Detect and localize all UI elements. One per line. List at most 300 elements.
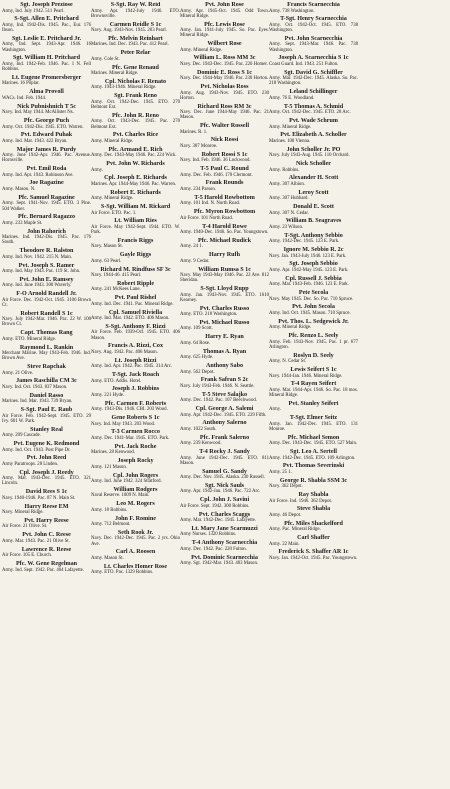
- roster-entry: [180, 306, 269, 318]
- entry-name: Frank Safran S 2c: [200, 377, 249, 384]
- roster-entry: [2, 364, 91, 376]
- entry-detail: Army. Mar. 1943-Feb. 1946. 123 E. Park.: [269, 282, 349, 288]
- roster-entry: [91, 324, 180, 341]
- entry-detail: Army. Mar. 1943. Pac. 21 Olive St.: [2, 538, 70, 544]
- entry-name: Alexander H. Scott: [288, 175, 339, 182]
- entry-detail: Army. Cole St.: [91, 56, 120, 62]
- roster-entry: [269, 36, 358, 53]
- roster-entry: [91, 36, 180, 48]
- entry-detail: Army. ETO. Mineral Ridge.: [2, 336, 56, 342]
- entry-name: T-4 Harold Rowe: [202, 223, 247, 230]
- entry-detail: Army. Mar. 1943-Dec. 1945. ETO. 321 Lincoln.: [2, 476, 91, 487]
- entry-name: John Rahorich: [27, 228, 66, 235]
- entry-detail: Army. Dec. Nov. 1945. Alaska. 230 Russell.: [180, 475, 265, 481]
- roster-entry: [180, 406, 269, 418]
- entry-name: Gene Roberts S 1c: [111, 415, 160, 422]
- entry-detail: Army. 46 Depot.: [269, 512, 302, 518]
- roster-entry: [180, 2, 269, 19]
- entry-detail: Army. Jan. 1941-July 1945. So. Pac. Eyes. Mineral Ridge.: [180, 28, 269, 39]
- roster-entry: [2, 393, 91, 405]
- roster-entry: [91, 2, 180, 19]
- entry-name: T-5 Steve Salajko: [201, 391, 248, 398]
- entry-name: T-4 Rocky J. Sandy: [199, 449, 250, 455]
- roster-entry: [91, 295, 180, 307]
- entry-detail: Army. 121 Mason.: [91, 464, 127, 470]
- entry-name: T-Sgt. Henry Scarnecchia: [280, 16, 347, 23]
- entry-name: Nick Pubnishnich T 5c: [17, 103, 76, 110]
- entry-name: Lewis Seifert S 1c: [290, 366, 337, 373]
- entry-name: Pfc. Frank Salerno: [199, 434, 250, 441]
- entry-detail: Army. 239 Kenwood.: [180, 441, 222, 447]
- entry-detail: Marines. R. 1.: [180, 129, 208, 135]
- entry-detail: Army. Ind. Apr. 1943. Robinson Ave.: [2, 172, 74, 178]
- entry-name: Raymond L. Rankin: [19, 344, 74, 351]
- entry-detail: Army.: [91, 167, 104, 173]
- roster-entry: [2, 2, 91, 14]
- entry-detail: Army. 24 1.: [180, 244, 203, 250]
- entry-name: Frank Rounds: [205, 180, 244, 187]
- entry-detail: Navy. Dec. 1942-Dec. 1945. Pac. 2 yrs. Ohio Ave.: [91, 536, 180, 547]
- roster-entry: [91, 65, 180, 77]
- roster-entry: [91, 501, 180, 513]
- roster-entry: [91, 238, 180, 250]
- entry-name: T-4 Anthony Scarnecchia: [191, 540, 258, 547]
- roster-entry: [2, 166, 91, 178]
- entry-name: Pfc. Samuel Ragazine: [18, 194, 75, 201]
- entry-name: Pfc. W. Gene Regelman: [15, 560, 78, 567]
- entry-detail: Army. 307 Hubbard.: [269, 196, 309, 202]
- roster-entry: [91, 252, 180, 264]
- entry-name: Pvt. Edward Puhak: [20, 132, 73, 139]
- entry-name: Ray Shabla: [298, 492, 329, 499]
- entry-name: Pfc. Carmen F. Roberts: [104, 400, 167, 407]
- roster-entry: [180, 320, 269, 332]
- entry-detail: Army. Ind. June 1942. 324 Stratford.: [91, 479, 162, 485]
- entry-name: Ignore M. Sebbio R. 2c: [283, 247, 344, 254]
- entry-name: Pfc. Bernard Ragazzo: [17, 214, 76, 221]
- entry-detail: Army. Mineral Ridge.: [91, 138, 134, 144]
- entry-name: George R. Shabla SSM 3c: [279, 477, 348, 484]
- entry-detail: Army. Apr. 1942-Dec. 1945. ETO. 229 Fifth.: [180, 412, 267, 418]
- roster-entry: [180, 41, 269, 53]
- roster-entry: [269, 463, 358, 475]
- entry-name: Pvt. John Rose: [205, 2, 244, 8]
- entry-name: Sgt. Leslie E. Pritchard Jr.: [11, 35, 81, 42]
- roster-entry: [180, 137, 269, 149]
- roster-entry: [269, 55, 358, 67]
- roster-entry: [180, 267, 269, 284]
- roster-entry: [91, 487, 180, 499]
- entry-name: Pfc. Renzo L. Seely: [288, 333, 339, 340]
- entry-detail: Army. 18 Robbins.: [91, 507, 128, 513]
- entry-name: Pfc. Myron Rowbottom: [193, 209, 256, 216]
- roster-entry: [91, 458, 180, 470]
- entry-name: Harry Reese EM: [24, 503, 69, 510]
- entry-detail: Army. Pac. Mineral Ridge.: [269, 527, 321, 533]
- entry-detail: Army. Ind. Mar. 1942. ETO. 406 Mason.: [91, 316, 170, 322]
- entry-detail: Army Nurses. 1320 Robbins.: [180, 532, 237, 538]
- roster-entry: [91, 147, 180, 159]
- entry-name: S-Sgt. Ray W. Reid: [110, 2, 161, 8]
- entry-detail: Marines. 28 Kenwood.: [91, 450, 135, 456]
- entry-detail: Navy. Ind. May 1944. McAllister Ns.: [2, 110, 74, 116]
- roster-entry: [269, 190, 358, 202]
- entry-name: Pvt. Eugene K. Redmond: [13, 441, 80, 447]
- roster-entry: [180, 469, 269, 481]
- entry-detail: Marines. 100 Vienna.: [269, 138, 311, 144]
- entry-name: Pvt. John E. Ramsey: [19, 276, 74, 283]
- entry-name: Cpl. Nicholas F. Renato: [104, 78, 167, 85]
- roster-entry: [269, 89, 358, 101]
- entry-name: Richard M. Rindfuss SF 3c: [100, 266, 171, 273]
- roster-entry: [91, 132, 180, 144]
- entry-name: Harry Rufh: [209, 252, 240, 259]
- entry-name: Cpl. Samuel Riviella: [108, 309, 163, 316]
- entry-detail: Merchant Marine. May 1943-Feb. 1946. Ind. Brown Ave.: [2, 351, 91, 362]
- entry-detail: Navy. Mineral Ridge.: [2, 510, 44, 516]
- entry-detail: Army, Ind. Sept. 1943-Apr. 1946. 16 Washington.: [2, 42, 91, 53]
- entry-name: Pfc. George Puch: [23, 117, 70, 124]
- entry-name: Cpl. Joseph E. Richards: [104, 175, 167, 182]
- entry-name: S-Sgt. Lloyd Rupp: [200, 286, 249, 293]
- roster-entry: [269, 381, 358, 398]
- roster-entry: [91, 386, 180, 398]
- entry-detail: Army. Ind. May 1943. Pac. 119 St. John.: [2, 269, 81, 275]
- roster-entry: [269, 319, 358, 331]
- entry-name: Lt. William Ries: [114, 218, 157, 225]
- entry-name: S-Sgt. Anthony F. Rizzi: [105, 323, 166, 330]
- roster-entry: [180, 152, 269, 164]
- entry-name: Pvt. Elizabeth A. Scholler: [280, 132, 347, 139]
- entry-name: Pfc. Armand E. Rich: [108, 146, 163, 153]
- entry-name: Joseph Rocky: [117, 458, 154, 465]
- roster-entry: [269, 449, 358, 461]
- roster-entry: [269, 435, 358, 447]
- entry-name: John Scholler Jr. PO: [286, 146, 341, 153]
- entry-detail: Army. Ind. June 1943. 300 Waverly.: [2, 283, 72, 289]
- entry-detail: Army. 241 McKees Lane.: [91, 287, 141, 293]
- entry-detail: Army. Dec. 1941-Mar. 1945. ETO. Park.: [91, 436, 170, 442]
- entry-detail: Army. 1022 South.: [180, 426, 217, 432]
- entry-name: Pete Secola: [298, 290, 329, 297]
- entry-name: Anthony Sabo: [205, 362, 244, 369]
- entry-detail: Marines. Ind. Dec. 1943. Pac. 412 Pearl.: [91, 42, 169, 48]
- roster-entry: [2, 345, 91, 362]
- entry-detail: Navy. Dec. 1943-Dec. 1945. Pac. 220 Homer.: [180, 61, 268, 67]
- entry-detail: Army. N. Cedar St.: [269, 359, 306, 365]
- roster-entry: [91, 267, 180, 279]
- entry-detail: Army. Mineral Ridge.: [269, 325, 312, 331]
- entry-name: T-Sgt. Jack Roach: [111, 372, 160, 379]
- roster-entry: [91, 50, 180, 62]
- entry-detail: Army. 22 Main.: [269, 541, 300, 547]
- roster-entry: [2, 407, 91, 424]
- entry-name: Francis Riggs: [117, 237, 154, 244]
- entry-name: Pvt. Charles Rice: [112, 132, 159, 139]
- column-4: [269, 2, 358, 789]
- entry-detail: Navy. May 1943-May 1946. Pac. 22 Ave. 812 Sheridan.: [180, 273, 269, 284]
- entry-detail: Army. 234 Parson.: [180, 187, 216, 193]
- entry-name: Carl Shaffer: [297, 535, 330, 542]
- roster-entry: [91, 343, 180, 355]
- roster-entry: [2, 195, 91, 212]
- roster-entry: [269, 290, 358, 302]
- roster-entry: [269, 118, 358, 130]
- entry-name: Cpl. John Rogers: [112, 472, 159, 479]
- entry-detail: Air Force. May 1942-Sept. 1944. ETO. W. Park.: [91, 224, 180, 236]
- entry-detail: Air Force. 21 Olive. St.: [2, 524, 48, 530]
- entry-name: David Rees S 1c: [25, 489, 68, 496]
- entry-detail: Army. Mar. 1942-Dec. 1945. Lafayette.: [180, 518, 257, 524]
- entry-detail: Army. ETO. Addis. Hotel.: [91, 378, 142, 384]
- entry-detail: Army. Apr. 1945-Oct. 1945. Odd Town. Mineral Ridge.: [180, 8, 269, 19]
- roster-entry: [91, 93, 180, 110]
- entry-detail: Army. Oct. 1943-Dec. 1945. Pac. 270 Belmont Ext.: [91, 119, 180, 130]
- roster-entry: [180, 238, 269, 250]
- entry-name: Cpl. George A. Salemi: [195, 405, 254, 412]
- entry-name: Sgt. Nick Sauls: [204, 482, 245, 489]
- roster-entry: [269, 175, 358, 187]
- entry-name: Pvt. Dominic Scarnecchia: [191, 554, 258, 561]
- entry-detail: Army. Ind. Dec. 1941. Pac. Mineral Ridge.: [91, 301, 174, 307]
- roster-entry: [180, 166, 269, 178]
- entry-name: Joe Ragazine: [29, 180, 64, 187]
- entry-detail: Army. 23 Wilson.: [269, 224, 304, 230]
- entry-name: Lt. Eugene Promersberger: [11, 74, 82, 81]
- entry-detail: Army. Ind. Oct. 1943. Post Pipe Dr.: [2, 447, 71, 453]
- roster-entry: [2, 132, 91, 144]
- roster-entry: [180, 483, 269, 495]
- roster-entry: [269, 549, 358, 561]
- entry-detail: Army. Mar. 1944-Apr. 1946. So. Pac. 18 mos. Mineral Ridge.: [269, 387, 358, 399]
- entry-name: T-5 Thomas A. Schmid: [283, 103, 344, 110]
- entry-detail: Army. 562 Depot.: [180, 369, 215, 375]
- entry-detail: Army. 712 Belmont.: [91, 522, 131, 528]
- entry-detail: Army. Apr. 1942-May 1945. 123 E. Park.: [269, 267, 349, 273]
- entry-name: William Rodgers: [113, 486, 158, 493]
- entry-name: Pvt. John W. Richards: [106, 160, 165, 167]
- roster-entry: [269, 535, 358, 547]
- roster-entry: [91, 564, 180, 576]
- roster-entry: [180, 540, 269, 552]
- roster-entry: [180, 497, 269, 509]
- roster-entry: [180, 363, 269, 375]
- entry-detail: Army. Mason St.: [91, 555, 124, 561]
- roster-entry: [269, 147, 358, 159]
- entry-name: William L. Ross MM 3c: [193, 55, 256, 62]
- entry-detail: Army. Oct. 1942-Dec. 1945. ETO. 28 Arc.: [269, 110, 351, 116]
- entry-name: Pvt. Jack Roche: [114, 443, 157, 450]
- entry-name: Daniel Rasso: [29, 392, 64, 399]
- entry-name: Pvt. Emil Roda: [26, 166, 67, 173]
- roster-entry: [180, 449, 269, 466]
- entry-name: Joseph J. Robbins: [111, 386, 160, 393]
- roster-entry: [2, 427, 91, 439]
- roster-entry: [91, 310, 180, 322]
- roster-entry: [180, 526, 269, 538]
- entry-name: Nick Scholler: [295, 160, 332, 167]
- roster-entry: [180, 195, 269, 207]
- entry-detail: Army, Ind. 1942-Dis. 1945. Pac., Eur. 176 Ibson.: [2, 22, 91, 34]
- roster-entry: [269, 247, 358, 259]
- roster-entry: [180, 123, 269, 135]
- entry-name: Alma Provoll: [29, 89, 64, 96]
- entry-detail: Navy. July 1943-Aug. 1945. 110 Orchard.: [269, 153, 350, 159]
- entry-detail: Army. 307 Albion.: [269, 181, 305, 187]
- entry-detail: Naval Reserve. 1009 N. Main.: [91, 493, 150, 499]
- entry-name: Pvt. Joseph S. Ramer: [18, 262, 75, 269]
- entry-detail: Army. 307 N. Cedar.: [269, 210, 309, 216]
- entry-detail: Air Force. Sept. 1942. 300 Robbins.: [180, 503, 250, 509]
- entry-detail: Army. 221 Hyde.: [91, 393, 125, 399]
- entry-name: Francis Scarnecchia: [287, 2, 340, 8]
- entry-name: Robert Ripple: [116, 280, 155, 287]
- entry-name: Major James R. Purdy: [16, 146, 77, 153]
- roster-entry: [91, 516, 180, 528]
- entry-name: Pvt. John Reed: [26, 455, 67, 462]
- entry-name: T-5 Harold Rowbottom: [194, 194, 255, 201]
- entry-name: Donald E. Scott: [293, 203, 334, 210]
- entry-name: Pvt. John Scarnecchia: [284, 35, 343, 42]
- roster-entry: [91, 113, 180, 130]
- entry-detail: Army, Ind. 1942-Feb. 1946. Pac. 1 N. Fell Robbins.: [2, 61, 91, 73]
- entry-name: Pvt. John Secola: [292, 304, 335, 311]
- roster-entry: [180, 55, 269, 67]
- roster-entry: [180, 180, 269, 192]
- entry-detail: Navy. 1940-1946. Pac. 87 N. Main St.: [2, 495, 76, 501]
- entry-name: Harry E. Ryan: [205, 334, 244, 341]
- roster-entry: [2, 229, 91, 246]
- entry-detail: Army. 233 Maple St.: [2, 220, 43, 226]
- roster-entry: [269, 276, 358, 288]
- entry-name: Pvt. Charles Russo: [199, 305, 250, 312]
- entry-name: Leroy Scott: [298, 189, 329, 196]
- roster-entry: [91, 79, 180, 91]
- roster-entry: [2, 532, 91, 544]
- entry-detail: Air Force. Feb. 1939-Oct. 1945. ETO. 406 Mason.: [91, 330, 180, 341]
- entry-name: Samuel G. Sandy: [202, 468, 247, 475]
- entry-detail: Navy. Ind. May 1943. 203 Wood.: [91, 421, 156, 427]
- roster-entry: [269, 16, 358, 33]
- entry-name: Theodore R. Ralston: [19, 248, 74, 255]
- roster-entry: [91, 281, 180, 293]
- entry-name: Pvt. Stanley Seifert: [288, 400, 339, 407]
- entry-detail: Navy. Jan. 1943-July 1946. 123 E. Park.: [269, 253, 347, 259]
- entry-name: Seth Rook Jr.: [117, 529, 154, 536]
- entry-name: Stanley Real: [30, 426, 63, 433]
- entry-detail: Navy. Ind. Oct. 1943. 837 Mason.: [2, 385, 68, 391]
- roster-entry: [269, 70, 358, 87]
- entry-name: S-Sgt. Paul E. Raub: [20, 407, 73, 414]
- entry-detail: Navy. July 1942-Mar. 1946. Pac. 22 W. 100 Brown Ct.: [2, 317, 91, 328]
- entry-detail: Army. Oct. 1942-Oct. 1945. ETO. 738 Washington.: [269, 22, 358, 34]
- entry-name: Pfc. Walter Rossell: [199, 123, 250, 130]
- entry-detail: Army. June 1942-Apr. 1946. Pac. Avenue. Hornsville.: [2, 153, 91, 164]
- entry-detail: Air Force. Feb. 1942-Sept. 1945. ETO. 29 Ivy. 601 W. Park.: [2, 413, 91, 424]
- entry-name: Gayle Riggs: [119, 252, 152, 259]
- entry-name: Pvt. Wade Schrum: [289, 117, 338, 124]
- roster-entry: [91, 372, 180, 384]
- roster-entry: [269, 161, 358, 173]
- roster-entry: [269, 261, 358, 273]
- entry-detail: Army. 209 Cascade.: [2, 433, 41, 439]
- entry-name: Pvt. Thos. L. Sedgewick Jr.: [278, 318, 349, 325]
- roster-entry: [269, 401, 358, 413]
- roster-entry: [180, 512, 269, 524]
- entry-detail: Navy. May 1945. Dec. So. Pac. 710 Spruce.: [269, 296, 354, 302]
- entry-name: Robert Rossi S 1c: [201, 151, 248, 158]
- entry-detail: Army. 738 Washington.: [269, 8, 315, 14]
- entry-detail: Navy. 1944-Jan. 1946. Mineral Ridge.: [269, 373, 343, 379]
- entry-detail: Navy. Aug. 1943-Nov. 1945. 203 Pearl.: [91, 28, 167, 34]
- entry-name: S-Sgt. William M. Rickard: [100, 203, 171, 210]
- entry-name: T-4 Rayen Seifert: [290, 381, 337, 388]
- roster-entry: [180, 252, 269, 264]
- entry-detail: Army. Jan. 1943-Nov. 1945. ETO. 1610 Kearney.: [180, 292, 269, 303]
- entry-name: Pfc. Michael Rudick: [198, 237, 251, 244]
- entry-name: Roslyn D. Seely: [293, 352, 334, 359]
- entry-name: Pvt. Paul Rishel: [114, 295, 157, 302]
- entry-name: Cpl. Joseph J. Reedy: [19, 469, 74, 476]
- entry-detail: Navy. Jan. 1942-Oct. 1945. Pac. Youngstown.: [269, 555, 358, 561]
- entry-name: Sgt. David G. Schiffler: [284, 69, 343, 76]
- entry-name: William B. Seagraves: [285, 218, 342, 225]
- roster-entry: [180, 555, 269, 567]
- roster-entry: [91, 444, 180, 456]
- roster-entry: [2, 518, 91, 530]
- roster-entry: [269, 104, 358, 116]
- entry-name: Nick Rossi: [210, 137, 239, 144]
- entry-name: Joseph A. Scarnecchia S 1c: [278, 55, 349, 62]
- entry-detail: Army. Sept. 1943-Mar. 1946. Pac. 738 Washington.: [269, 42, 358, 53]
- entry-name: Pfc. Lewis Rose: [204, 21, 245, 28]
- entry-detail: Army. Mineral Ridge.: [91, 196, 134, 202]
- entry-name: F-O Arnold Randell Jr.: [16, 291, 77, 298]
- column-5: [358, 2, 447, 789]
- roster-entry: [180, 420, 269, 432]
- entry-detail: Army. 25 1.: [269, 469, 292, 475]
- entry-name: Pvt. Thomas Severinski: [282, 463, 345, 470]
- roster-entry: [2, 489, 91, 501]
- entry-detail: Marines. Apr. 1944-May 1946. Pac. Warren.: [91, 181, 177, 187]
- roster-entry: [2, 16, 91, 33]
- entry-name: Sgt. Leo A. Sertell: [290, 449, 337, 455]
- roster-entry: [91, 530, 180, 547]
- roster-entry: [2, 547, 91, 559]
- roster-entry: [2, 263, 91, 275]
- roster-entry: [91, 175, 180, 187]
- entry-name: Thomas A. Ryan: [202, 348, 247, 355]
- entry-detail: WACs. Ind. Feb. 1944.: [2, 95, 47, 101]
- entry-detail: Army. 9 Cedar.: [180, 258, 210, 264]
- roster-entry: [2, 89, 91, 101]
- entry-name: Robert E. Richards: [110, 189, 161, 196]
- roster-entry: [180, 286, 269, 303]
- entry-detail: Army. ETO. 218 Washington.: [180, 312, 238, 318]
- roster-entry: [2, 147, 91, 164]
- entry-detail: Army. 76 E. Woodland.: [269, 95, 315, 101]
- roster-entry: [269, 132, 358, 144]
- roster-entry: [91, 218, 180, 235]
- entry-detail: Army. 1943-Dis. 1946. CBI. 203 Wood.: [91, 407, 168, 413]
- entry-detail: Navy. Mason St.: [91, 244, 123, 250]
- entry-detail: Navy. Dec. 1944-May 1946. Pac. 230 Horton.: [180, 76, 269, 82]
- entry-detail: Air Force. Dec. 1942-Oct. 1945. 3106 Brown Ct.: [2, 297, 91, 308]
- roster-entry: [91, 358, 180, 370]
- entry-name: T-Sgt. Elmer Seitz: [289, 415, 338, 422]
- entry-detail: Air Force. 105 E. Church.: [2, 553, 52, 559]
- entry-detail: Army, Ind. July 1942. 511 Pearl.: [2, 8, 65, 14]
